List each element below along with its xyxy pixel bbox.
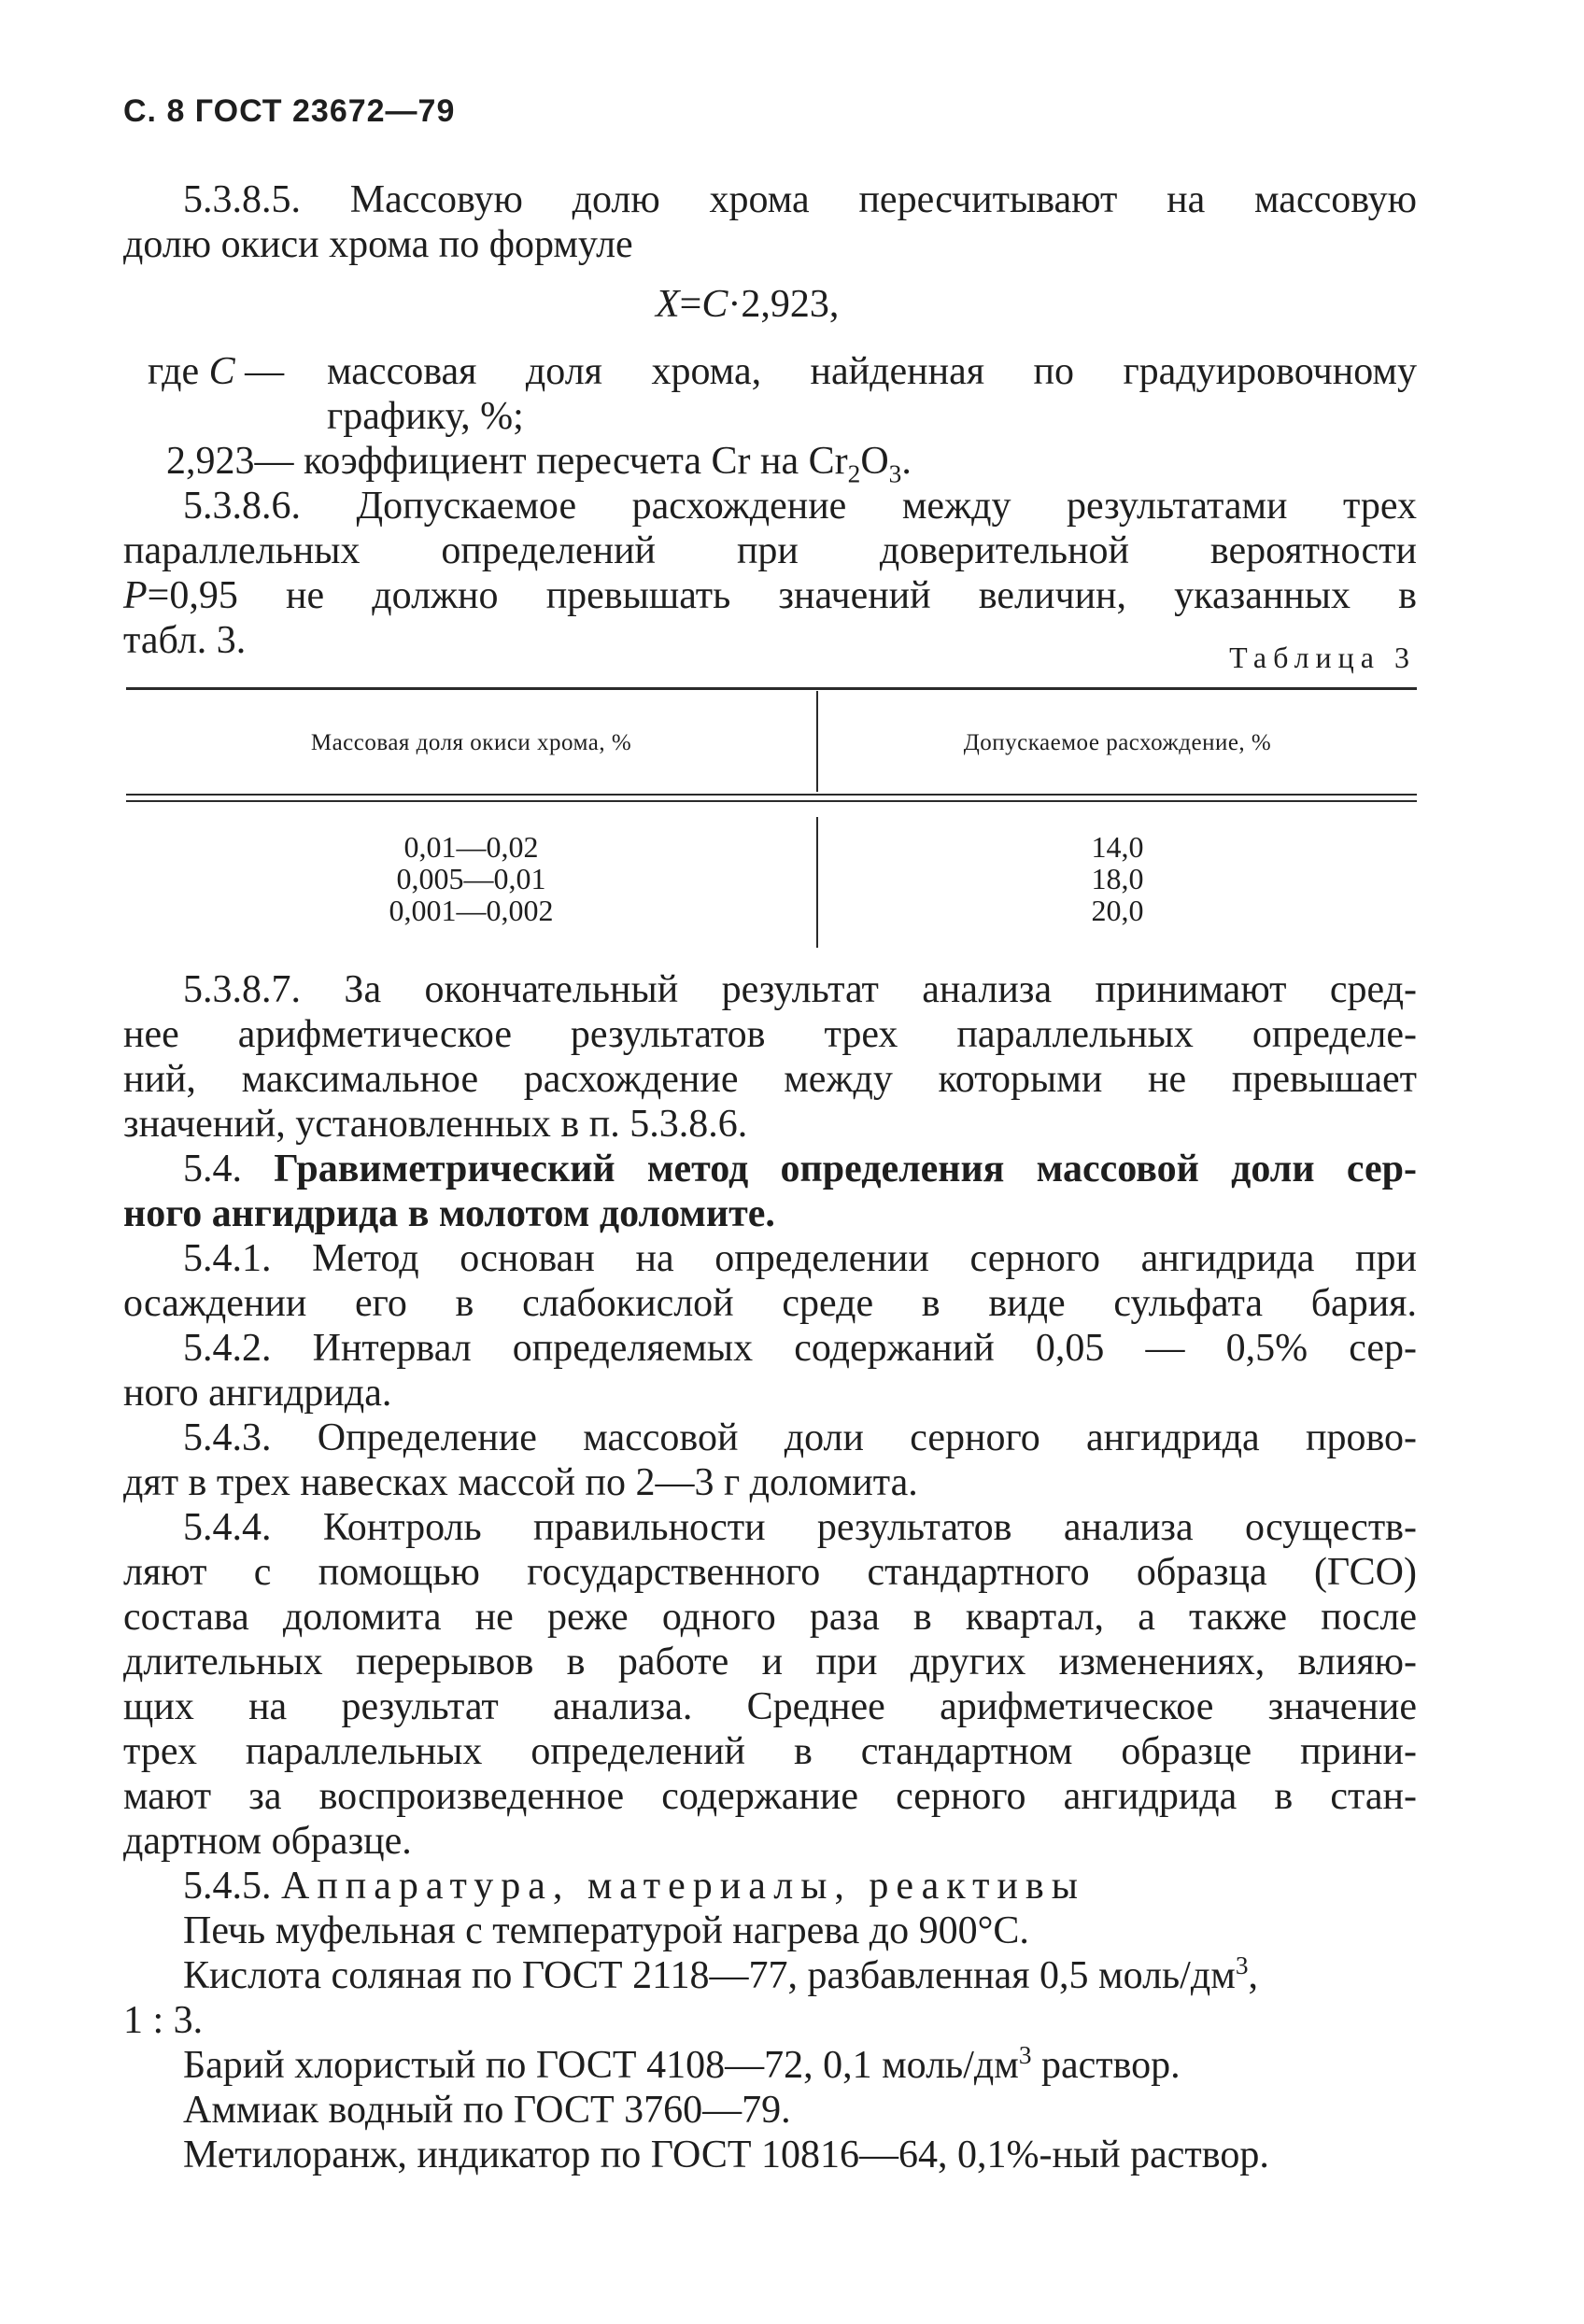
section-5-4-title-part-1: Гравиметрический метод определения массовой доли сер- (274, 1148, 1417, 1190)
formula (656, 282, 839, 327)
reagent-item-3-sup: 3 (1018, 2041, 1032, 2069)
reagent-item-1: Печь муфельная с температурой нагрева до 900°C. (183, 1909, 1029, 1952)
def-c-symbol: C (208, 350, 235, 393)
reagent-item-2-text: Кислота соляная по ГОСТ 2118—77, разбавленная 0,5 моль/дм (183, 1954, 1236, 1997)
def-k-mid: O (860, 440, 889, 483)
para-5-4-4-line-4: длительных перерывов в работе и при других изменениях, влияю- (123, 1641, 1417, 1683)
reagent-item-3 (183, 2043, 1417, 2088)
para-5-3-8-5-line-2: долю окиси хрома по формуле (123, 223, 633, 266)
section-5-4-heading-line-1 (183, 1147, 1417, 1191)
def-k-sub-1: 2 (847, 459, 861, 488)
formula-c: C (701, 283, 728, 326)
para-5-3-8-6-line-2: параллельных определений при доверительной вероятности (123, 529, 1417, 572)
definition-coefficient (166, 439, 912, 488)
table-caption: Таблица 3 (1229, 641, 1416, 674)
def-c-text-line-2: графику, %; (327, 395, 524, 438)
para-5-3-8-7-line-4: значений, установленных в п. 5.3.8.6. (123, 1103, 748, 1146)
table-row-3-col-1: 0,001—0,002 (389, 894, 554, 927)
reagent-item-4: Аммиак водный по ГОСТ 3760—79. (183, 2089, 791, 2132)
table-header-rule-2 (126, 800, 1417, 802)
para-5-3-8-6-line-4: табл. 3. (123, 619, 247, 662)
section-5-4-5-number: 5.4.5. (183, 1865, 272, 1908)
formula-eq: = (679, 283, 702, 326)
section-5-4-5-title: Аппаратура, материалы, реактивы (281, 1865, 1085, 1908)
definition-c (148, 349, 284, 394)
para-5-4-4-line-8: дартном образце. (123, 1820, 412, 1863)
para-5-4-1-line-2: осаждении его в слабокислой среде в виде сульфата бария. (123, 1282, 1417, 1325)
para-5-3-8-6-line-3 (123, 573, 1417, 618)
def-k-sub-2: 3 (888, 459, 902, 488)
table-row-3-col-2: 20,0 (1091, 894, 1144, 927)
para-5-4-4-line-3: состава доломита не реже одного раза в квартал, а также после (123, 1596, 1417, 1639)
reagent-item-2 (183, 1953, 1417, 1998)
para-5-4-4-line-5: щих на результат анализа. Среднее арифметическое значение (123, 1685, 1417, 1728)
def-k-text-main: коэффициент пересчета Cr на Cr (304, 440, 848, 483)
table-header-col-1: Массовая доля окиси хрома, % (310, 730, 632, 755)
para-5-3-8-6-line-3-rest: =0,95 не должно превышать значений величин, указанных в (147, 574, 1417, 617)
def-c-text-line-1: массовая доля хрома, найденная по градуировочному (327, 350, 1417, 393)
formula-lhs: X (656, 283, 680, 326)
def-k-end: . (901, 440, 912, 483)
para-5-3-8-7-line-1: 5.3.8.7. За окончательный результат анализа принимают сред- (183, 968, 1417, 1011)
reagent-item-5: Метилоранж, индикатор по ГОСТ 10816—64, 0,1%-ный раствор. (183, 2134, 1269, 2176)
reagent-item-2-continuation: 1 : 3. (123, 1999, 204, 2042)
def-k-symbol: 2,923 (166, 440, 255, 483)
para-5-3-8-6-line-1: 5.3.8.6. Допускаемое расхождение между результатами трех (183, 485, 1417, 528)
table-header-rule-1 (126, 794, 1417, 796)
page-header: С. 8 ГОСТ 23672—79 (123, 93, 456, 129)
def-c-lead: где (148, 350, 200, 393)
para-5-3-8-7-line-3: ний, максимальное расхождение между которыми не превышает (123, 1058, 1417, 1101)
section-5-4-5-heading (183, 1864, 1417, 1908)
para-5-4-4-line-7: мают за воспроизведенное содержание серного ангидрида в стан- (123, 1775, 1417, 1818)
formula-rhs: ·2,923, (728, 283, 840, 326)
table-row-1-col-1: 0,01—0,02 (403, 830, 539, 864)
para-5-3-8-7-line-2: нее арифметическое результатов трех параллельных определе- (123, 1013, 1417, 1056)
para-5-4-4-line-1: 5.4.4. Контроль правильности результатов анализа осуществ- (183, 1506, 1417, 1549)
table-row-2-col-1: 0,005—0,01 (396, 862, 546, 895)
para-5-4-1-line-1: 5.4.1. Метод основан на определении серного ангидрида при (183, 1237, 1417, 1280)
reagent-item-2-end: , (1248, 1954, 1258, 1997)
para-5-4-2-line-2: ного ангидрида. (123, 1372, 392, 1415)
para-5-3-8-5-line-1: 5.3.8.5. Массовую долю хрома пересчитывают на массовую (183, 178, 1417, 221)
reagent-item-3-text: Барий хлористый по ГОСТ 4108—72, 0,1 моль/дм (183, 2044, 1019, 2087)
reagent-item-2-sup: 3 (1235, 1951, 1249, 1979)
def-c-dash: — (245, 350, 285, 393)
para-5-4-2-line-1: 5.4.2. Интервал определяемых содержаний 0,05 — 0,5% сер- (183, 1327, 1417, 1370)
para-5-4-3-line-1: 5.4.3. Определение массовой доли серного ангидрида прово- (183, 1416, 1417, 1459)
reagent-item-3-end: раствор. (1031, 2044, 1181, 2087)
section-5-4-heading-line-2: ного ангидрида в молотом доломите. (123, 1192, 775, 1235)
table-row-1-col-2: 14,0 (1091, 830, 1144, 864)
def-k-text (304, 440, 912, 488)
section-5-4-number: 5.4. (183, 1148, 242, 1190)
para-5-4-3-line-2: дят в трех навесках массой по 2—3 г доломита. (123, 1461, 918, 1504)
table-header-col-2: Допускаемое расхождение, % (963, 730, 1272, 755)
para-5-4-4-line-2: ляют с помощью государственного стандартного образца (ГСО) (123, 1551, 1417, 1594)
def-k-dash: — (254, 440, 294, 483)
p-symbol: P (123, 574, 148, 617)
para-5-4-4-line-6: трех параллельных определений в стандартном образце прини- (123, 1730, 1417, 1773)
table-row-2-col-2: 18,0 (1091, 862, 1144, 895)
table-top-rule (126, 687, 1417, 690)
